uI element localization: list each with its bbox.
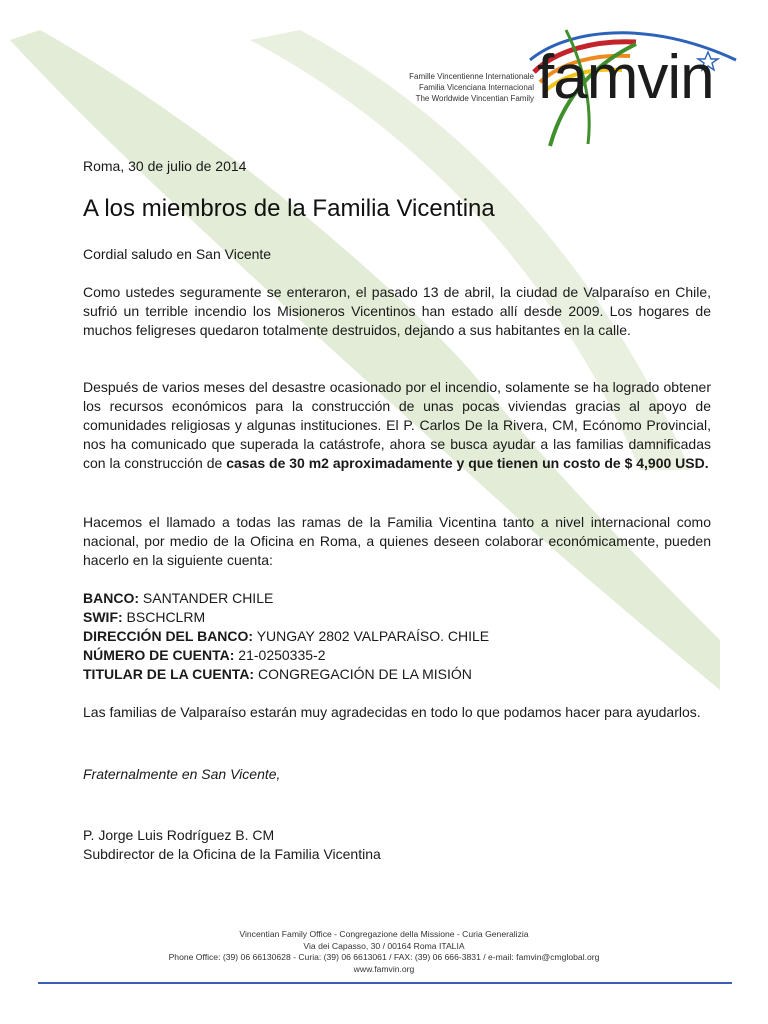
bank-row-banco	[83, 589, 711, 608]
paragraph-llamado: Hacemos el llamado a todas las ramas de la Familia Vicentina tanto a nivel internacional como nacional, por medio de la Oficina en Roma, a quienes deseen colaborar económicamente, pueden hacerlo en la siguiente cuenta:	[83, 514, 711, 568]
footer-line-contact: Phone Office: (39) 06 66130628 - Curia: (39) 06 6613061 / FAX: (39) 06 666-3831 / e-mail: famvin@cmglobal.org	[168, 952, 600, 962]
header-org-line-es: Familia Vicenciana Internacional	[418, 83, 534, 92]
bank-row-swif	[83, 608, 711, 627]
paragraph-reconstruccion-highlight: casas de 30 m2 aproximadamente y que tienen un costo de $ 4,900 USD.	[226, 455, 709, 471]
footer-line-street: Via dei Capasso, 30 / 00164 Roma ITALIA	[303, 940, 465, 951]
bank-label: NÚMERO DE CUENTA:	[83, 647, 235, 663]
letter-title: A los miembros de la Familia Vicentina	[83, 195, 495, 222]
bank-row-cuenta	[83, 646, 711, 665]
signature-title: Subdirector de la Oficina de la Familia Vicentina	[83, 846, 381, 862]
header-org-line-en: The Worldwide Vincentian Family	[415, 94, 534, 103]
bank-value: 21-0250335-2	[238, 647, 326, 663]
header-org-line-fr: Famille Vincentienne Internationale	[409, 72, 534, 81]
logo-wordmark: famvin	[537, 43, 714, 112]
bank-label: TITULAR DE LA CUENTA:	[83, 666, 255, 682]
closing-text: Fraternalmente en San Vicente,	[83, 766, 281, 782]
bank-details	[83, 589, 711, 684]
header-organisation	[394, 71, 534, 104]
paragraph-agradecimiento: Las familias de Valparaíso estarán muy agradecidas en todo lo que podamos hacer para ayudarlos.	[83, 704, 701, 720]
letter-closing	[83, 765, 711, 784]
bank-row-titular	[83, 665, 711, 684]
bank-value: CONGREGACIÓN DE LA MISIÓN	[257, 666, 472, 682]
bank-value: YUNGAY 2802 VALPARAÍSO. CHILE	[256, 628, 490, 644]
bank-value: BSCHCLRM	[126, 609, 206, 625]
paragraph-incendio: Como ustedes seguramente se enteraron, el pasado 13 de abril, la ciudad de Valparaíso en Chile, sufrió un terrible incendio los Misioneros Vicentinos han estado allí desde 2009. Los hogares de muchos feligreses quedaron totalmente destruidos, dejando a sus habitantes en la calle.	[83, 284, 711, 338]
footer-line-office: Vincentian Family Office - Congregazione della Missione - Curia Generalizia	[239, 929, 529, 939]
letter-greeting: Cordial saludo en San Vicente	[83, 246, 272, 262]
signature-block	[83, 826, 711, 864]
paragraph-reconstruccion	[83, 378, 711, 473]
bank-row-direccion	[83, 627, 711, 646]
bank-label: DIRECCIÓN DEL BANCO:	[83, 628, 254, 644]
bank-label: SWIF:	[83, 609, 123, 625]
letter-date: Roma, 30 de julio de 2014	[83, 158, 247, 174]
signature-name: P. Jorge Luis Rodríguez B. CM	[83, 827, 275, 843]
footer-divider	[38, 982, 732, 984]
bank-label: BANCO:	[83, 590, 139, 606]
footer-line-website: www.famvin.org	[353, 963, 415, 974]
paragraph-reconstruccion-text: Después de varios meses del desastre ocasionado por el incendio, solamente se ha logrado obtener los recursos económicos para la construcción de unas pocas viviendas gracias al apoyo de comunidades religiosas y algunas instituciones. El P. Carlos De la Rivera, CM, Ecónomo Provincial, nos ha comunicado que superada la catástrofe, ahora se busca ayudar a las familias damnificadas con la construcción de	[83, 379, 711, 471]
bank-value: SANTANDER CHILE	[142, 590, 274, 606]
footer-address	[0, 929, 768, 975]
